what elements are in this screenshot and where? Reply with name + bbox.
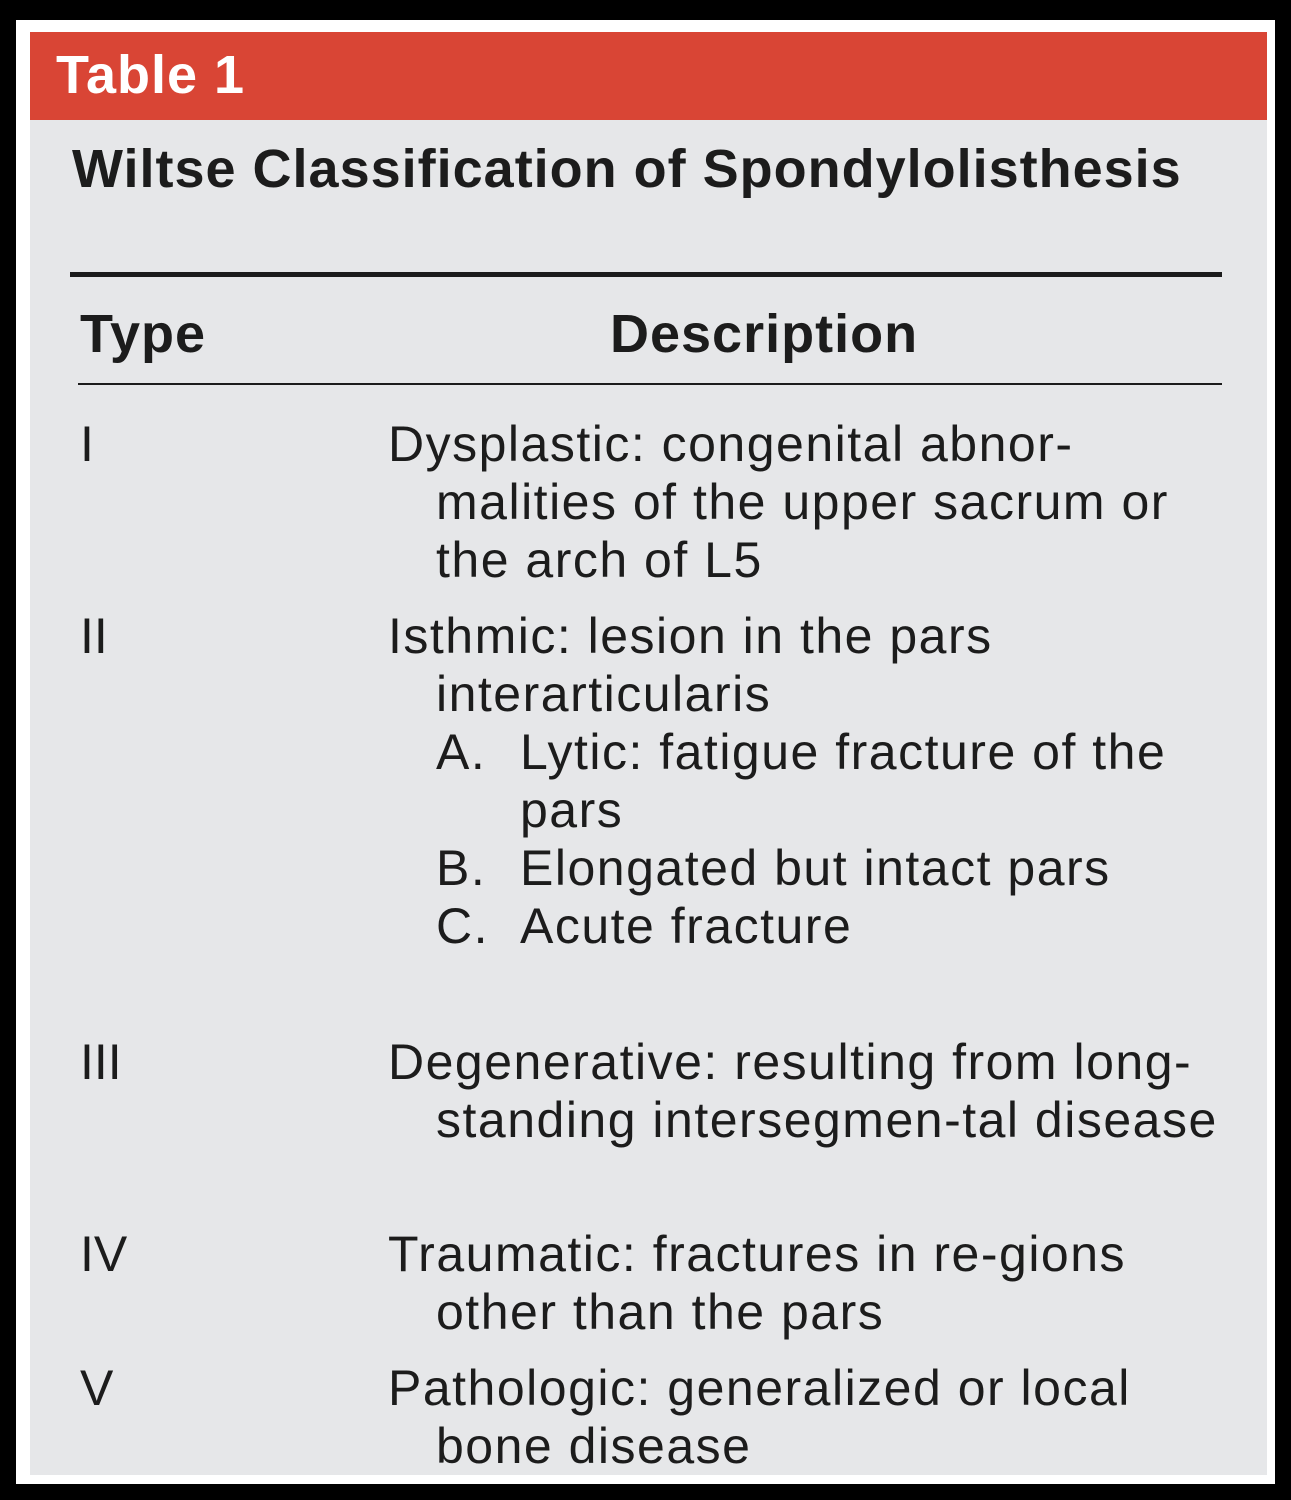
subtype-text: Lytic: fatigue fracture of the pars	[520, 724, 1167, 838]
type-cell: IV	[80, 1226, 128, 1282]
subtype-text: Elongated but intact pars	[520, 840, 1111, 896]
description-text: Degenerative: resulting from long-standing intersegmen-tal disease	[388, 1034, 1218, 1148]
table-title: Wiltse Classification of Spondylolisthesis	[72, 139, 1182, 199]
description-cell	[388, 607, 1228, 955]
description-cell	[388, 1359, 1228, 1475]
table-panel	[30, 32, 1267, 1475]
subtype-text: Acute fracture	[520, 898, 853, 954]
subtype-list	[388, 723, 1228, 955]
header-divider	[78, 383, 1222, 385]
description-cell	[388, 1033, 1228, 1149]
subtype-item-b	[388, 839, 1228, 897]
description-text: Traumatic: fractures in re-gions other than the pars	[388, 1226, 1127, 1340]
column-header-description: Description	[610, 304, 919, 364]
description-text: Dysplastic: congenital abnor-malities of the upper sacrum or the arch of L5	[388, 416, 1169, 588]
type-cell: V	[80, 1360, 114, 1416]
description-text: Pathologic: generalized or local bone disease	[388, 1360, 1131, 1474]
subtype-item-a	[388, 723, 1228, 839]
table-label-bar	[30, 32, 1267, 120]
subtype-letter: B.	[436, 840, 487, 896]
description-text: Isthmic: lesion in the pars interarticularis	[388, 608, 993, 722]
description-cell	[388, 1225, 1228, 1341]
subtype-letter: C.	[436, 898, 489, 954]
table-label: Table 1	[56, 45, 246, 105]
type-cell: I	[80, 416, 94, 472]
subtype-item-c	[388, 897, 1228, 955]
description-cell	[388, 415, 1228, 589]
type-cell: III	[80, 1034, 122, 1090]
title-divider	[70, 272, 1222, 277]
subtype-letter: A.	[436, 724, 487, 780]
column-header-type: Type	[80, 304, 207, 364]
type-cell: II	[80, 608, 108, 664]
